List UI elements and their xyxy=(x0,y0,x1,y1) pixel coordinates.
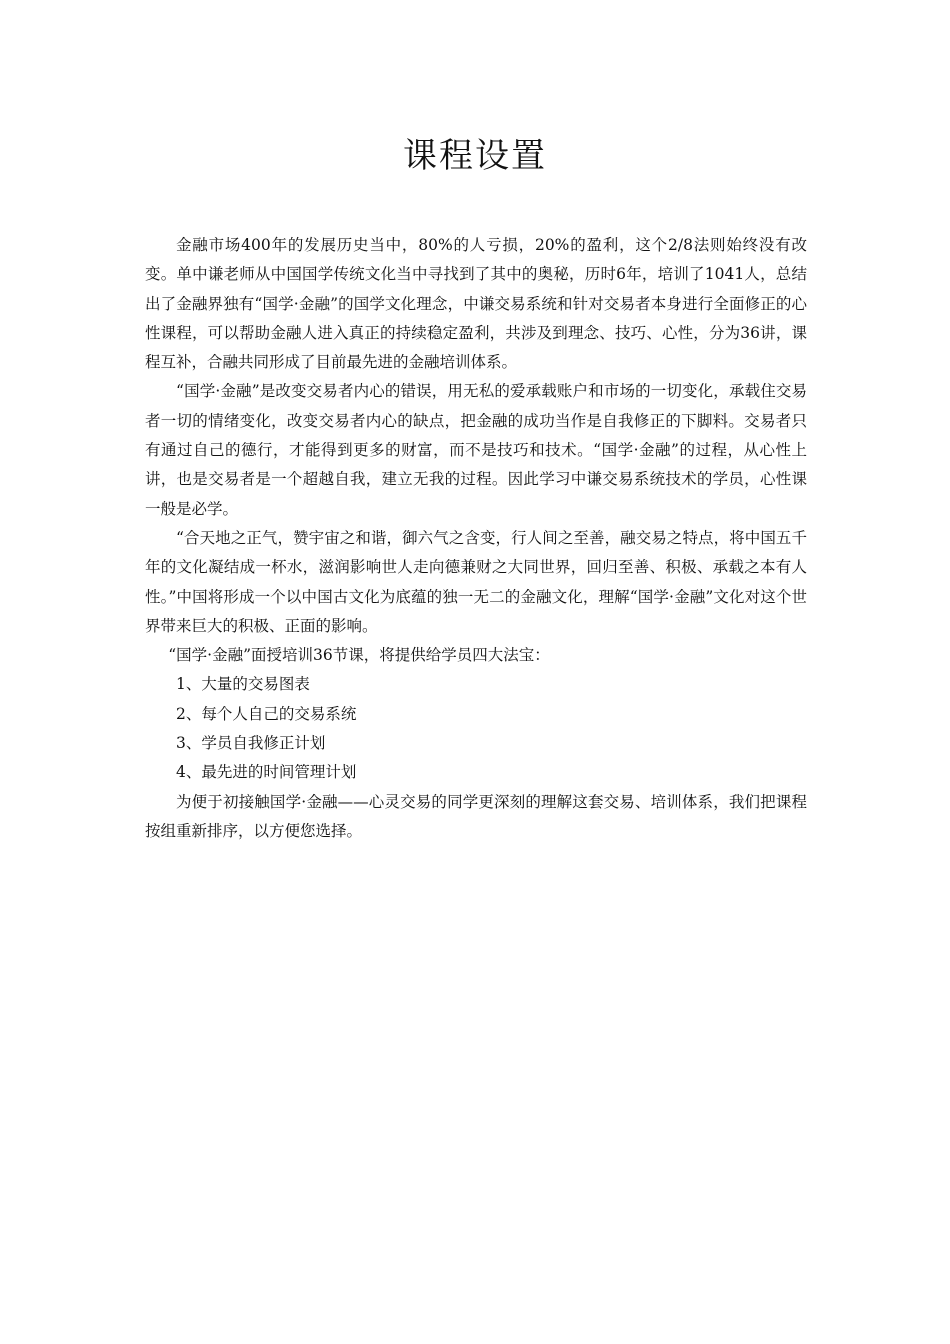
list-item: 4、最先进的时间管理计划 xyxy=(176,763,357,782)
paragraph-culture: “合天地之正气，赞宇宙之和谐，御六气之含变，行人间之至善，融交易之特点，将中国五千年的文化凝结成一杯水，滋润影响世人走向德兼财之大同世界，回归至善、积极、承载之本有人性。”中国将形成一个以中国古文化为底蕴的独一无二的金融文化，理解“国学·金融”文化对这个世界带来巨大的积极、正面的影响。 xyxy=(145,528,807,635)
paragraph-four-treasures-intro: “国学·金融”面授培训36节课，将提供给学员四大法宝： xyxy=(168,646,550,665)
list-item: 3、学员自我修正计划 xyxy=(176,734,326,753)
paragraph-history: 金融市场400年的发展历史当中，80%的人亏损，20%的盈利，这个2/8法则始终没有改变。单中谦老师从中国国学传统文化当中寻找到了其中的奥秘，历时6年，培训了1041人，总结出了金融界独有“国学·金融”的国学文化理念，中谦交易系统和针对交易者本身进行全面修正的心性课程，可以帮助金融人进入真正的持续稳定盈利，共涉及到理念、技巧、心性，分为36讲，课程互补，合融共同形成了目前最先进的金融培训体系。 xyxy=(145,236,807,372)
paragraph-closing: 为便于初接触国学·金融——心灵交易的同学更深刻的理解这套交易、培训体系，我们把课程按组重新排序，以方便您选择。 xyxy=(145,792,807,840)
four-treasures-list xyxy=(145,670,807,787)
list-item: 2、每个人自己的交易系统 xyxy=(176,704,357,723)
document-body xyxy=(145,231,807,846)
page-title: 课程设置 xyxy=(403,136,547,176)
paragraph-guoxue-jinrong: “国学·金融”是改变交易者内心的错误，用无私的爱承载账户和市场的一切变化，承载住交易者一切的情绪变化，改变交易者内心的缺点，把金融的成功当作是自我修正的下脚料。交易者只有通过自己的德行，才能得到更多的财富，而不是技巧和技术。“国学·金融”的过程，从心性上讲，也是交易者是一个超越自我，建立无我的过程。因此学习中谦交易系统技术的学员，心性课一般是必学。 xyxy=(145,382,807,518)
list-item: 1、大量的交易图表 xyxy=(176,675,310,694)
